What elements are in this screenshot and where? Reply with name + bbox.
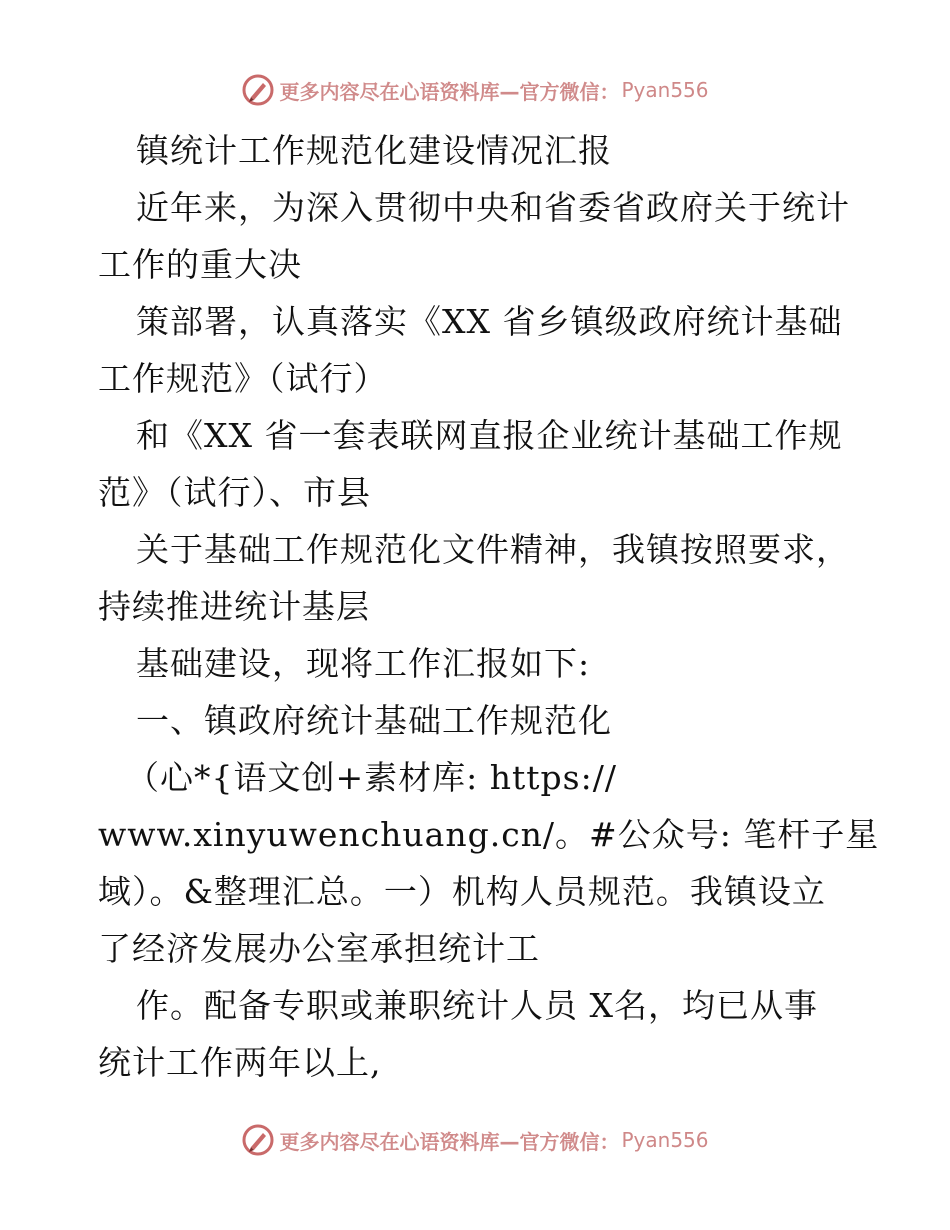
- text-line: 域）。&整理汇总。一）机构人员规范。我镇设立: [98, 872, 826, 911]
- watermark-banner-bottom: [0, 1120, 950, 1160]
- text-line: 和《XX 省一套表联网直报企业统计基础工作规: [136, 416, 843, 455]
- text-line: 镇统计工作规范化建设情况汇报: [136, 131, 612, 170]
- text-line: 工作的重大决: [98, 245, 302, 284]
- watermark-brand-text: 更多内容尽在心语资料库—官方微信：: [279, 79, 620, 104]
- text-line: 了经济发展办公室承担统计工: [98, 929, 540, 968]
- watermark-wechat-id: Pyan556: [621, 78, 709, 102]
- watermark-brand-text: 更多内容尽在心语资料库—官方微信：: [279, 1129, 620, 1154]
- text-line: 一、镇政府统计基础工作规范化: [136, 701, 612, 740]
- text-line: 基础建设，现将工作汇报如下:: [136, 644, 591, 683]
- text-line: www.xinyuwenchuang.cn/。#公众号: 笔杆子星: [98, 815, 880, 854]
- pen-seal-icon: [241, 1123, 275, 1157]
- watermark-wechat-id: Pyan556: [621, 1128, 709, 1152]
- text-line: 持续推进统计基层: [98, 587, 370, 626]
- document-body: [98, 122, 880, 1091]
- pen-seal-icon: [241, 73, 275, 107]
- text-line: 关于基础工作规范化文件精神，我镇按照要求，: [136, 530, 850, 569]
- text-line: 近年来，为深入贯彻中央和省委省政府关于统计: [136, 188, 850, 227]
- watermark-banner-top: [0, 70, 950, 110]
- text-line: 策部署，认真落实《XX 省乡镇级政府统计基础: [136, 302, 843, 341]
- text-line: 范》（试行）、市县: [98, 473, 371, 512]
- text-line: （心*{语文创+素材库: https://: [126, 758, 617, 797]
- text-line: 作。配备专职或兼职统计人员 X名，均已从事: [136, 986, 818, 1025]
- text-line: 工作规范》（试行）: [98, 359, 388, 398]
- text-line: 统计工作两年以上,: [98, 1043, 382, 1082]
